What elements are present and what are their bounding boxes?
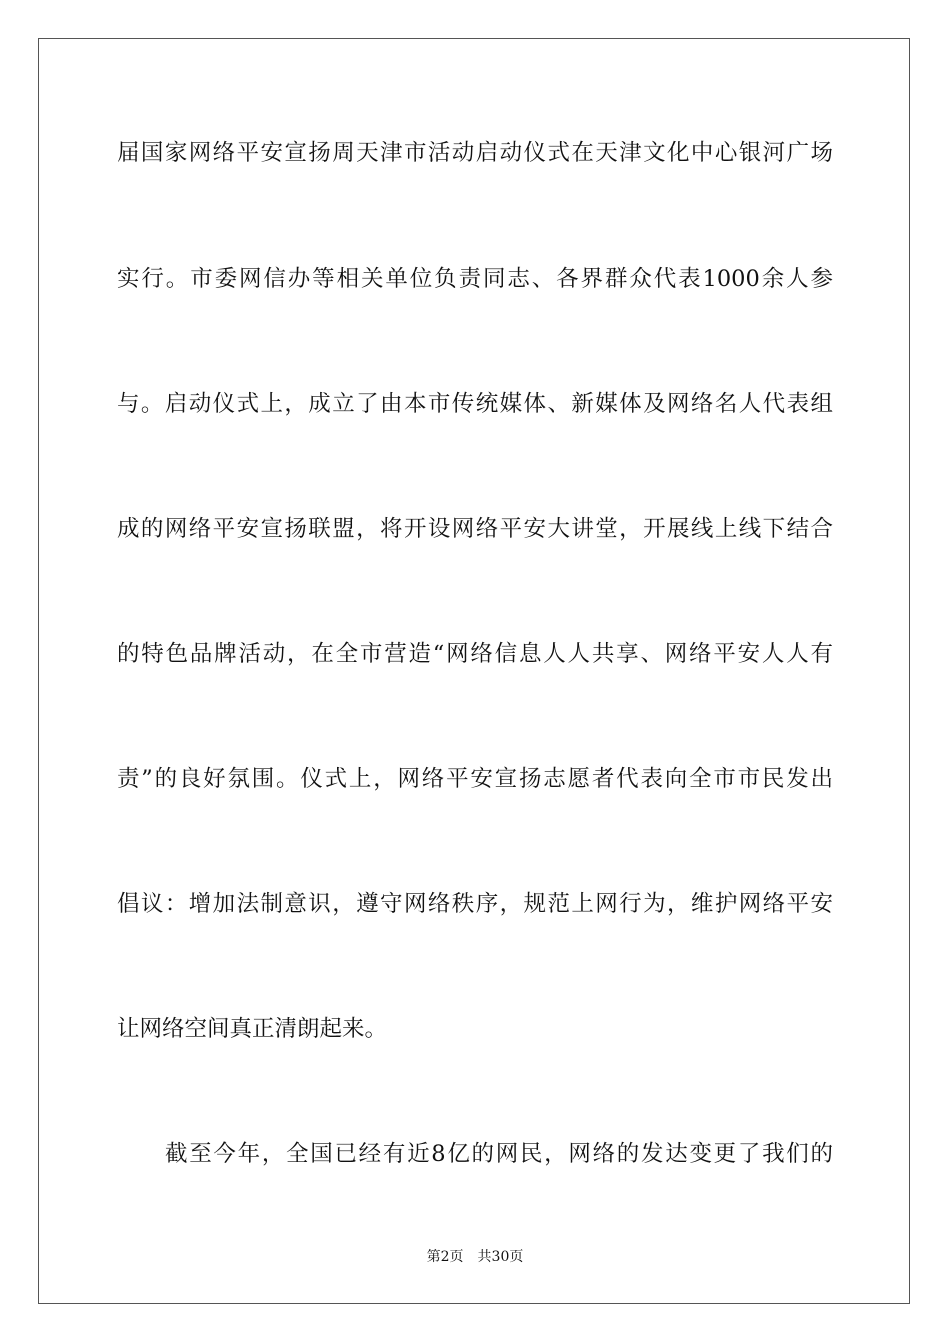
page-border [38, 38, 910, 1304]
paragraph-line-8: 让网络空间真正清朗起来。 [117, 1016, 388, 1042]
paragraph-line-6: 责”的良好氛围。仪式上，网络平安宣扬志愿者代表向全市市民发出 [117, 766, 833, 792]
page-total: 共30页 [477, 1249, 524, 1265]
paragraph-line-9: 截至今年，全国已经有近8亿的网民，网络的发达变更了我们的 [165, 1141, 833, 1167]
paragraph-line-4: 成的网络平安宣扬联盟，将开设网络平安大讲堂，开展线上线下结合 [117, 516, 833, 542]
paragraph-line-7: 倡议：增加法制意识，遵守网络秩序，规范上网行为，维护网络平安 [117, 891, 833, 917]
paragraph-line-5: 的特色品牌活动，在全市营造“网络信息人人共享、网络平安人人有 [117, 641, 833, 667]
page-footer [0, 1248, 950, 1266]
page-number: 第2页 [426, 1249, 464, 1265]
paragraph-line-2: 实行。市委网信办等相关单位负责同志、各界群众代表1000余人参 [117, 266, 833, 292]
paragraph-line-1: 届国家网络平安宣扬周天津市活动启动仪式在天津文化中心银河广场 [117, 140, 833, 166]
paragraph-line-3: 与。启动仪式上，成立了由本市传统媒体、新媒体及网络名人代表组 [117, 391, 833, 417]
